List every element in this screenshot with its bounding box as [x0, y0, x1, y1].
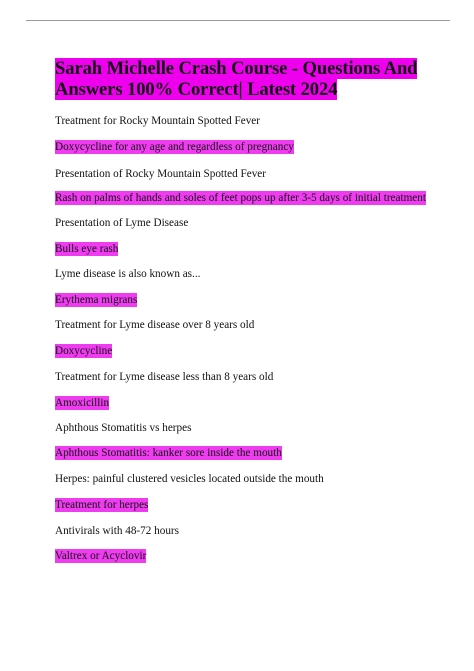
answer-6-text: Amoxicillin	[55, 397, 110, 409]
question-1: Treatment for Rocky Mountain Spotted Fever	[55, 115, 260, 127]
question-5: Treatment for Lyme disease over 8 years old	[55, 319, 255, 331]
answer-3	[55, 243, 118, 256]
answer-8	[55, 499, 148, 512]
question-3: Presentation of Lyme Disease	[55, 217, 189, 229]
answer-9-text: Valtrex or Acyclovir	[55, 550, 147, 562]
answer-7-text: Aphthous Stomatitis: kanker sore inside the mouth	[55, 447, 282, 459]
document-title-text: Sarah Michelle Crash Course - Questions And Answers 100% Correct| Latest 2024	[55, 58, 418, 100]
answer-4	[55, 294, 137, 307]
answer-8-text: Treatment for herpes	[55, 499, 149, 511]
answer-2	[55, 192, 426, 205]
document-title	[55, 58, 435, 100]
answer-6	[55, 397, 109, 410]
answer-1	[55, 141, 294, 154]
answer-4-text: Erythema migrans	[55, 294, 138, 306]
question-7: Aphthous Stomatitis vs herpes	[55, 422, 192, 434]
answer-9	[55, 550, 146, 563]
answer-2-text: Rash on palms of hands and soles of feet pops up after 3-5 days of initial treatment	[55, 192, 426, 204]
answer-1-text: Doxycycline for any age and regardless of pregnancy	[55, 141, 294, 153]
answer-7	[55, 447, 282, 460]
question-2: Presentation of Rocky Mountain Spotted Fever	[55, 168, 266, 180]
answer-5	[55, 345, 112, 358]
answer-3-text: Bulls eye rash	[55, 243, 119, 255]
document-page	[55, 58, 435, 562]
answer-5-text: Doxycycline	[55, 345, 113, 357]
top-divider	[26, 20, 450, 21]
question-8: Herpes: painful clustered vesicles located outside the mouth	[55, 473, 324, 485]
question-9: Antivirals with 48-72 hours	[55, 525, 179, 537]
question-4: Lyme disease is also known as...	[55, 268, 201, 280]
question-6: Treatment for Lyme disease less than 8 years old	[55, 371, 274, 383]
